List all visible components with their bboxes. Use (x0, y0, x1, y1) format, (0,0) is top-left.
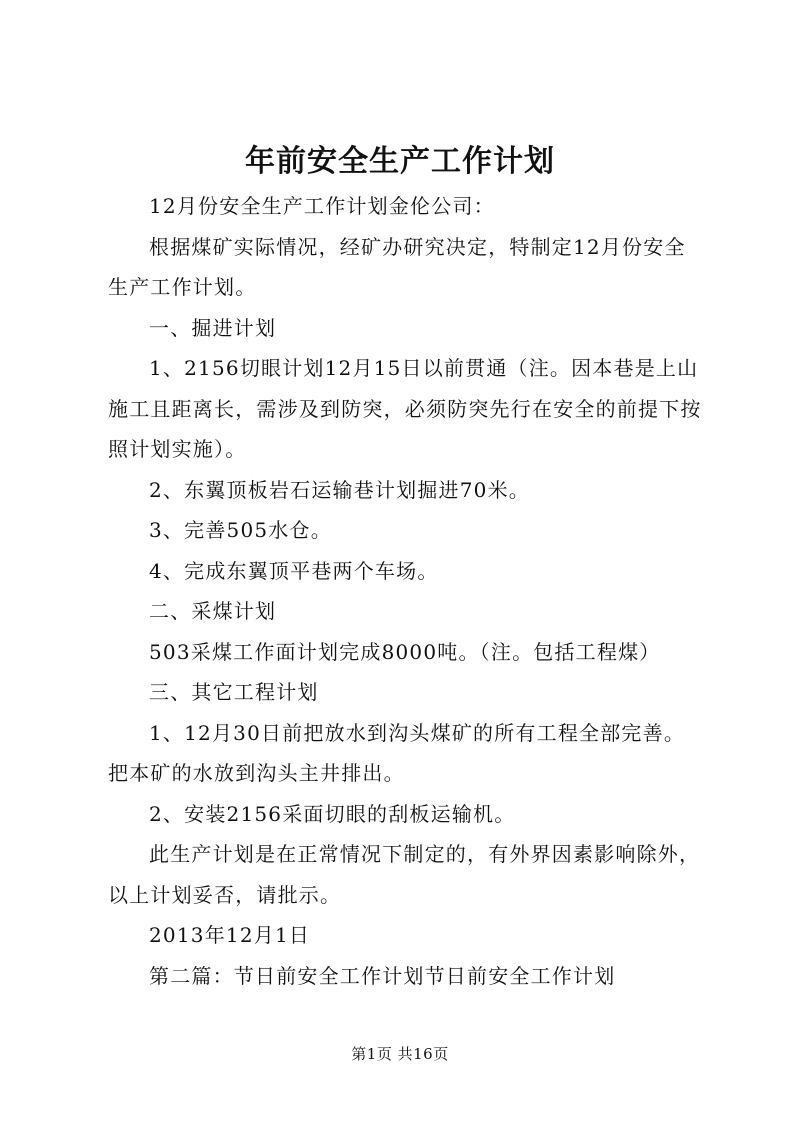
section-heading-other-projects: 三、其它工程计划 (149, 680, 319, 704)
paragraph-excavation-item-1: 1、2156切眼计划12月15日以前贯通（注。因本巷是上山施工且距离长，需涉及到防突，必须防突先行在安全的前提下按照计划实施）。 (108, 356, 702, 461)
paragraph-excavation-item-4: 4、完成东翼顶平巷两个车场。 (149, 558, 439, 583)
document-title: 年前安全生产工作计划 (245, 144, 555, 179)
paragraph-date: 2013年12月1日 (149, 923, 311, 947)
section-heading-mining: 二、采煤计划 (149, 599, 277, 623)
page-number-footer: 第1页 共16页 (351, 1045, 449, 1063)
document-body (108, 186, 706, 996)
paragraph-next-chapter: 第二篇：节日前安全工作计划节日前安全工作计划 (149, 963, 616, 988)
paragraph-other-item-1: 1、12月30日前把放水到沟头煤矿的所有工程全部完善。把本矿的水放到沟头主井排出。 (108, 720, 686, 785)
paragraph-mining-item: 503采煤工作面计划完成8000吨。（注。包括工程煤） (149, 639, 661, 664)
paragraph-salutation: 12月份安全生产工作计划金伦公司： (149, 194, 495, 218)
paragraph-excavation-item-3: 3、完善505水仓。 (149, 518, 332, 542)
section-heading-excavation: 一、掘进计划 (149, 315, 277, 340)
paragraph-intro: 根据煤矿实际情况，经矿办研究决定，特制定12月份安全生产工作计划。 (108, 234, 686, 299)
paragraph-excavation-item-2: 2、东翼顶板岩石运输巷计划掘进70米。 (149, 477, 530, 502)
paragraph-closing: 此生产计划是在正常情况下制定的，有外界因素影响除外，以上计划妥否，请批示。 (108, 842, 701, 907)
paragraph-other-item-2: 2、安装2156采面切眼的刮板运输机。 (149, 801, 516, 826)
